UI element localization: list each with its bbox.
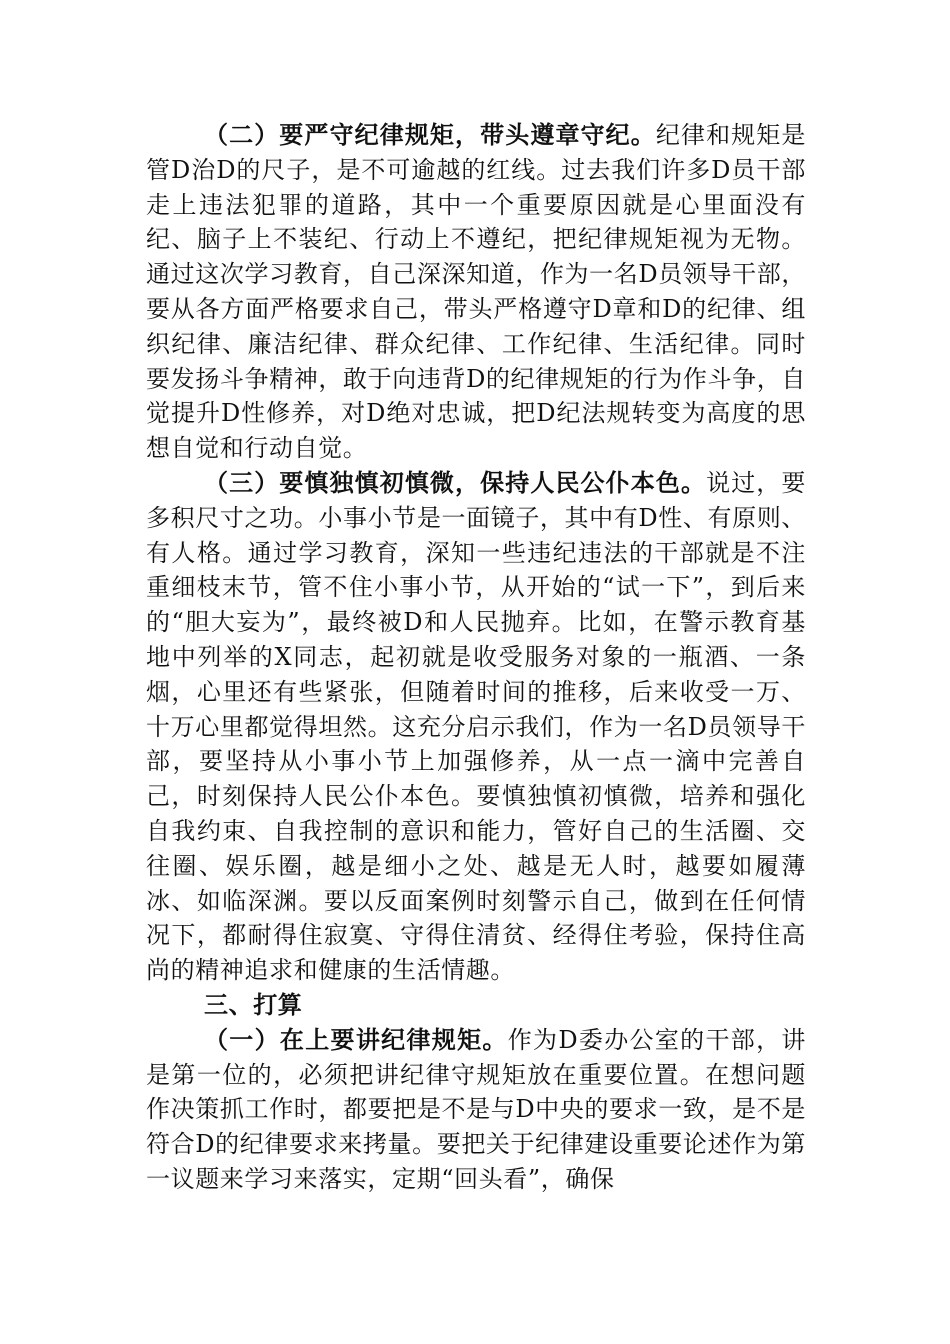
paragraph-text: 纪律和规矩是管D治D的尺子，是不可逾越的红线。过去我们许多D员干部走上违法犯罪的道路，其中一个重要原因就是心里面没有纪、脑子上不装纪、行动上不遵纪，把纪律规矩视为无物。通过这次学习教育，自己深深知道，作为一名D员领导干部，要从各方面严格要求自己，带头严格遵守D章和D的纪律、组织纪律、廉洁纪律、群众纪律、工作纪律、生活纪律。同时要发扬斗争精神，敢于向违背D的纪律规矩的行为作斗争，自觉提升D性修养，对D绝对忠诚，把D纪法规转变为高度的思想自觉和行动自觉。 (146, 121, 806, 463)
paragraph-plan (146, 1023, 806, 1197)
paragraph-lead: （二）要严守纪律规矩，带头遵章守纪。 (204, 120, 656, 149)
paragraph-text: 作为D委办公室的干部，讲是第一位的，必须把讲纪律守规矩放在重要位置。在想问题作决策抓工作时，都要把是不是与D中央的要求一致，是不是符合D的纪律要求来拷量。要把关于纪律建设重要论述作为第一议题来学习来落实，定期“回头看”，确保 (146, 1025, 806, 1193)
paragraph-lead: （一）在上要讲纪律规矩。 (204, 1024, 508, 1054)
section-heading: 三、打算 (204, 990, 303, 1019)
paragraph-discipline (146, 118, 806, 466)
paragraph-lead: （三）要慎独慎初慎微，保持人民公仆本色。 (204, 467, 707, 497)
paragraph-self-discipline (146, 466, 806, 988)
document-body (146, 118, 806, 1197)
paragraph-text: 说过，要多积尺寸之功。小事小节是一面镜子，其中有D性、有原则、有人格。通过学习教育，深知一些违纪违法的干部就是不注重细枝末节，管不住小事小节，从开始的“试一下”，到后来的“胆大妄为”，最终被D和人民抛弃。比如，在警示教育基地中列举的X同志，起初就是收受服务对象的一瓶酒、一条烟，心里还有些紧张，但随着时间的推移，后来收受一万、十万心里都觉得坦然。这充分启示我们，作为一名D员领导干部，要坚持从小事小节上加强修养，从一点一滴中完善自己，时刻保持人民公仆本色。要慎独慎初慎微，培养和强化自我约束、自我控制的意识和能力，管好自己的生活圈、交往圈、娱乐圈，越是细小之处、越是无人时，越要如履薄冰、如临深渊。要以反面案例时刻警示自己，做到在任何情况下，都耐得住寂寞、守得住清贫、经得住考验，保持住高尚的精神追求和健康的生活情趣。 (146, 468, 807, 985)
